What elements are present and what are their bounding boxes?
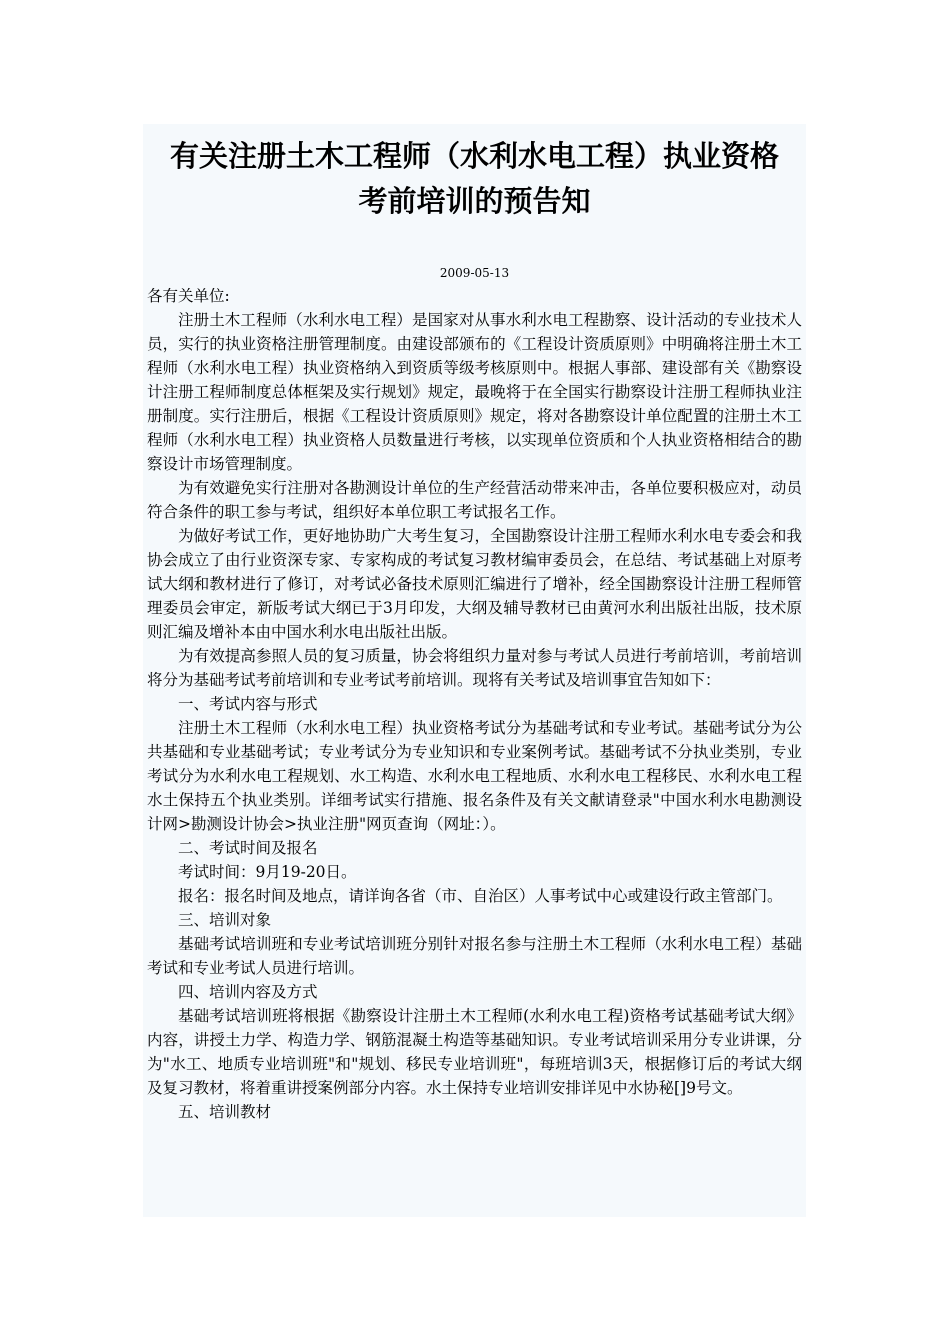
section-heading: 五、培训教材 (178, 1103, 272, 1121)
title-line-1: 有关注册土木工程师（水利水电工程）执业资格 (169, 139, 779, 173)
section-heading: 三、培训对象 (178, 911, 272, 929)
salutation: 各有关单位: (147, 287, 230, 305)
title-line-2: 考前培训的预告知 (358, 184, 591, 218)
section-heading: 四、培训内容及方式 (178, 983, 318, 1001)
page-title (147, 134, 802, 224)
paragraph: 注册土木工程师（水利水电工程）执业资格考试分为基础考试和专业考试。基础考试分为公共基础和专业基础考试；专业考试分为专业知识和专业案例考试。基础考试不分执业类别，专业考试分为水利水电工程规划、水工构造、水利水电工程地质、水利水电工程移民、水利水电工程水土保持五个执业类别。详细考试实行措施、报名条件及有关文献请登录"中国水利水电勘测设计网>勘测设计协会>执业注册"网页查询（网址：）。 (147, 719, 802, 833)
paragraph: 报名：报名时间及地点，请详询各省（市、自治区）人事考试中心或建设行政主管部门。 (178, 887, 783, 905)
paragraph: 考试时间：9月19-20日。 (178, 863, 357, 881)
paragraph: 基础考试培训班将根据《勘察设计注册土木工程师(水利水电工程)资格考试基础考试大纲》内容，讲授土力学、构造力学、钢筋混凝土构造等基础知识。专业考试培训采用分专业讲课，分为"水工、地质专业培训班"和"规划、移民专业培训班"，每班培训3天，根据修订后的考试大纲及复习教材，将着重讲授案例部分内容。水土保持专业培训安排详见中水协秘[]9号文。 (147, 1007, 802, 1097)
section-heading: 二、考试时间及报名 (178, 839, 318, 857)
paragraph: 注册土木工程师（水利水电工程）是国家对从事水利水电工程勘察、设计活动的专业技术人员，实行的执业资格注册管理制度。由建设部颁布的《工程设计资质原则》中明确将注册土木工程师（水利水电工程）执业资格纳入到资质等级考核原则中。根据人事部、建设部有关《勘察设计注册工程师制度总体框架及实行规划》规定，最晚将于在全国实行勘察设计注册工程师执业注册制度。实行注册后，根据《工程设计资质原则》规定，将对各勘察设计单位配置的注册土木工程师（水利水电工程）执业资格人员数量进行考核，以实现单位资质和个人执业资格相结合的勘察设计市场管理制度。 (147, 311, 802, 473)
paragraph: 为有效提高参照人员的复习质量，协会将组织力量对参与考试人员进行考前培训，考前培训将分为基础考试考前培训和专业考试考前培训。现将有关考试及培训事宜告知如下： (147, 647, 802, 689)
section-heading: 一、考试内容与形式 (178, 695, 318, 713)
paragraph: 基础考试培训班和专业考试培训班分别针对报名参与注册土木工程师（水利水电工程）基础考试和专业考试人员进行培训。 (147, 935, 802, 977)
paragraph: 为有效避免实行注册对各勘测设计单位的生产经营活动带来冲击，各单位要积极应对，动员符合条件的职工参与考试，组织好本单位职工考试报名工作。 (147, 479, 802, 521)
paragraph: 为做好考试工作，更好地协助广大考生复习，全国勘察设计注册工程师水利水电专委会和我协会成立了由行业资深专家、专家构成的考试复习教材编审委员会，在总结、考试基础上对原考试大纲和教材进行了修订，对考试必备技术原则汇编进行了增补，经全国勘察设计注册工程师管理委员会审定，新版考试大纲已于3月印发，大纲及辅导教材已由黄河水利出版社出版，技术原则汇编及增补本由中国水利水电出版社出版。 (147, 527, 802, 641)
article-content (143, 124, 806, 1217)
article-body (147, 284, 802, 1124)
publish-date: 2009-05-13 (439, 266, 510, 280)
